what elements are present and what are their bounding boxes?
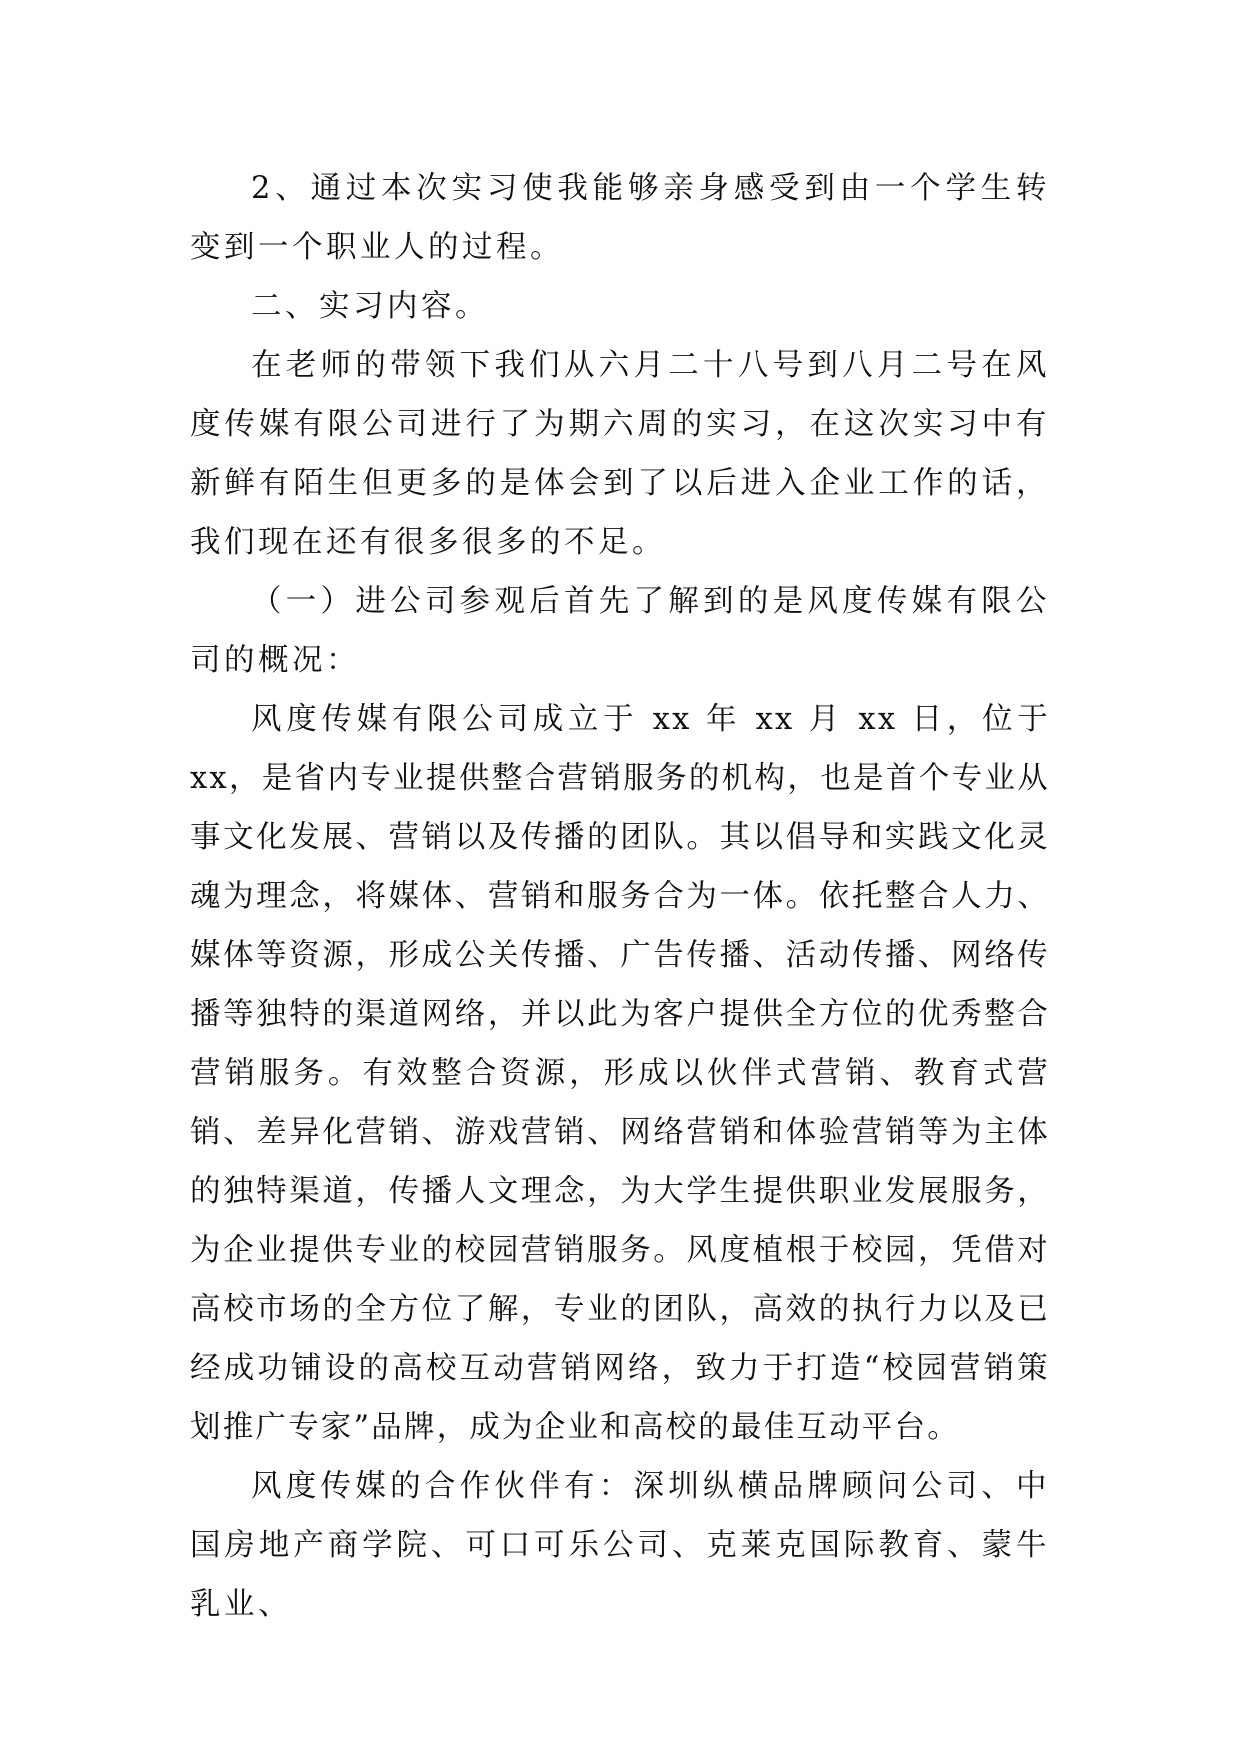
section-heading-internship-content: 二、实习内容。 xyxy=(251,289,489,324)
paragraph-company-profile: 风度传媒有限公司成立于 xx 年 xx 月 xx 日，位于 xx，是省内专业提供整合营销服务的机构，也是首个专业从事文化发展、营销以及传播的团队。其以倡导和实践文化灵魂为理念，将媒体、营销和服务合为一体。依托整合人力、媒体等资源，形成公关传播、广告传播、活动传播、网络传播等独特的渠道网络，并以此为客户提供全方位的优秀整合营销服务。有效整合资源，形成以伙伴式营销、教育式营销、差异化营销、游戏营销、网络营销和体验营销等为主体的独特渠道，传播人文理念，为大学生提供职业发展服务，为企业提供专业的校园营销服务。风度植根于校园，凭借对高校市场的全方位了解，专业的团队，高效的执行力以及已经成功铺设的高校互动营销网络，致力于打造“校园营销策划推广专家”品牌，成为企业和高校的最佳互动平台。 xyxy=(190,702,1050,1445)
subheading-company-overview: （一）进公司参观后首先了解到的是风度传媒有限公司的概况： xyxy=(190,584,1050,678)
document-body xyxy=(190,159,1050,1634)
paragraph-internship-gain: 2、通过本次实习使我能够亲身感受到由一个学生转变到一个职业人的过程。 xyxy=(190,171,1050,265)
paragraph-partners: 风度传媒的合作伙伴有：深圳纵横品牌顾问公司、中国房地产商学院、可口可乐公司、克莱克国际教育、蒙牛乳业、 xyxy=(190,1469,1050,1622)
paragraph-internship-overview: 在老师的带领下我们从六月二十八号到八月二号在风度传媒有限公司进行了为期六周的实习，在这次实习中有新鲜有陌生但更多的是体会到了以后进入企业工作的话，我们现在还有很多很多的不足。 xyxy=(190,348,1050,560)
